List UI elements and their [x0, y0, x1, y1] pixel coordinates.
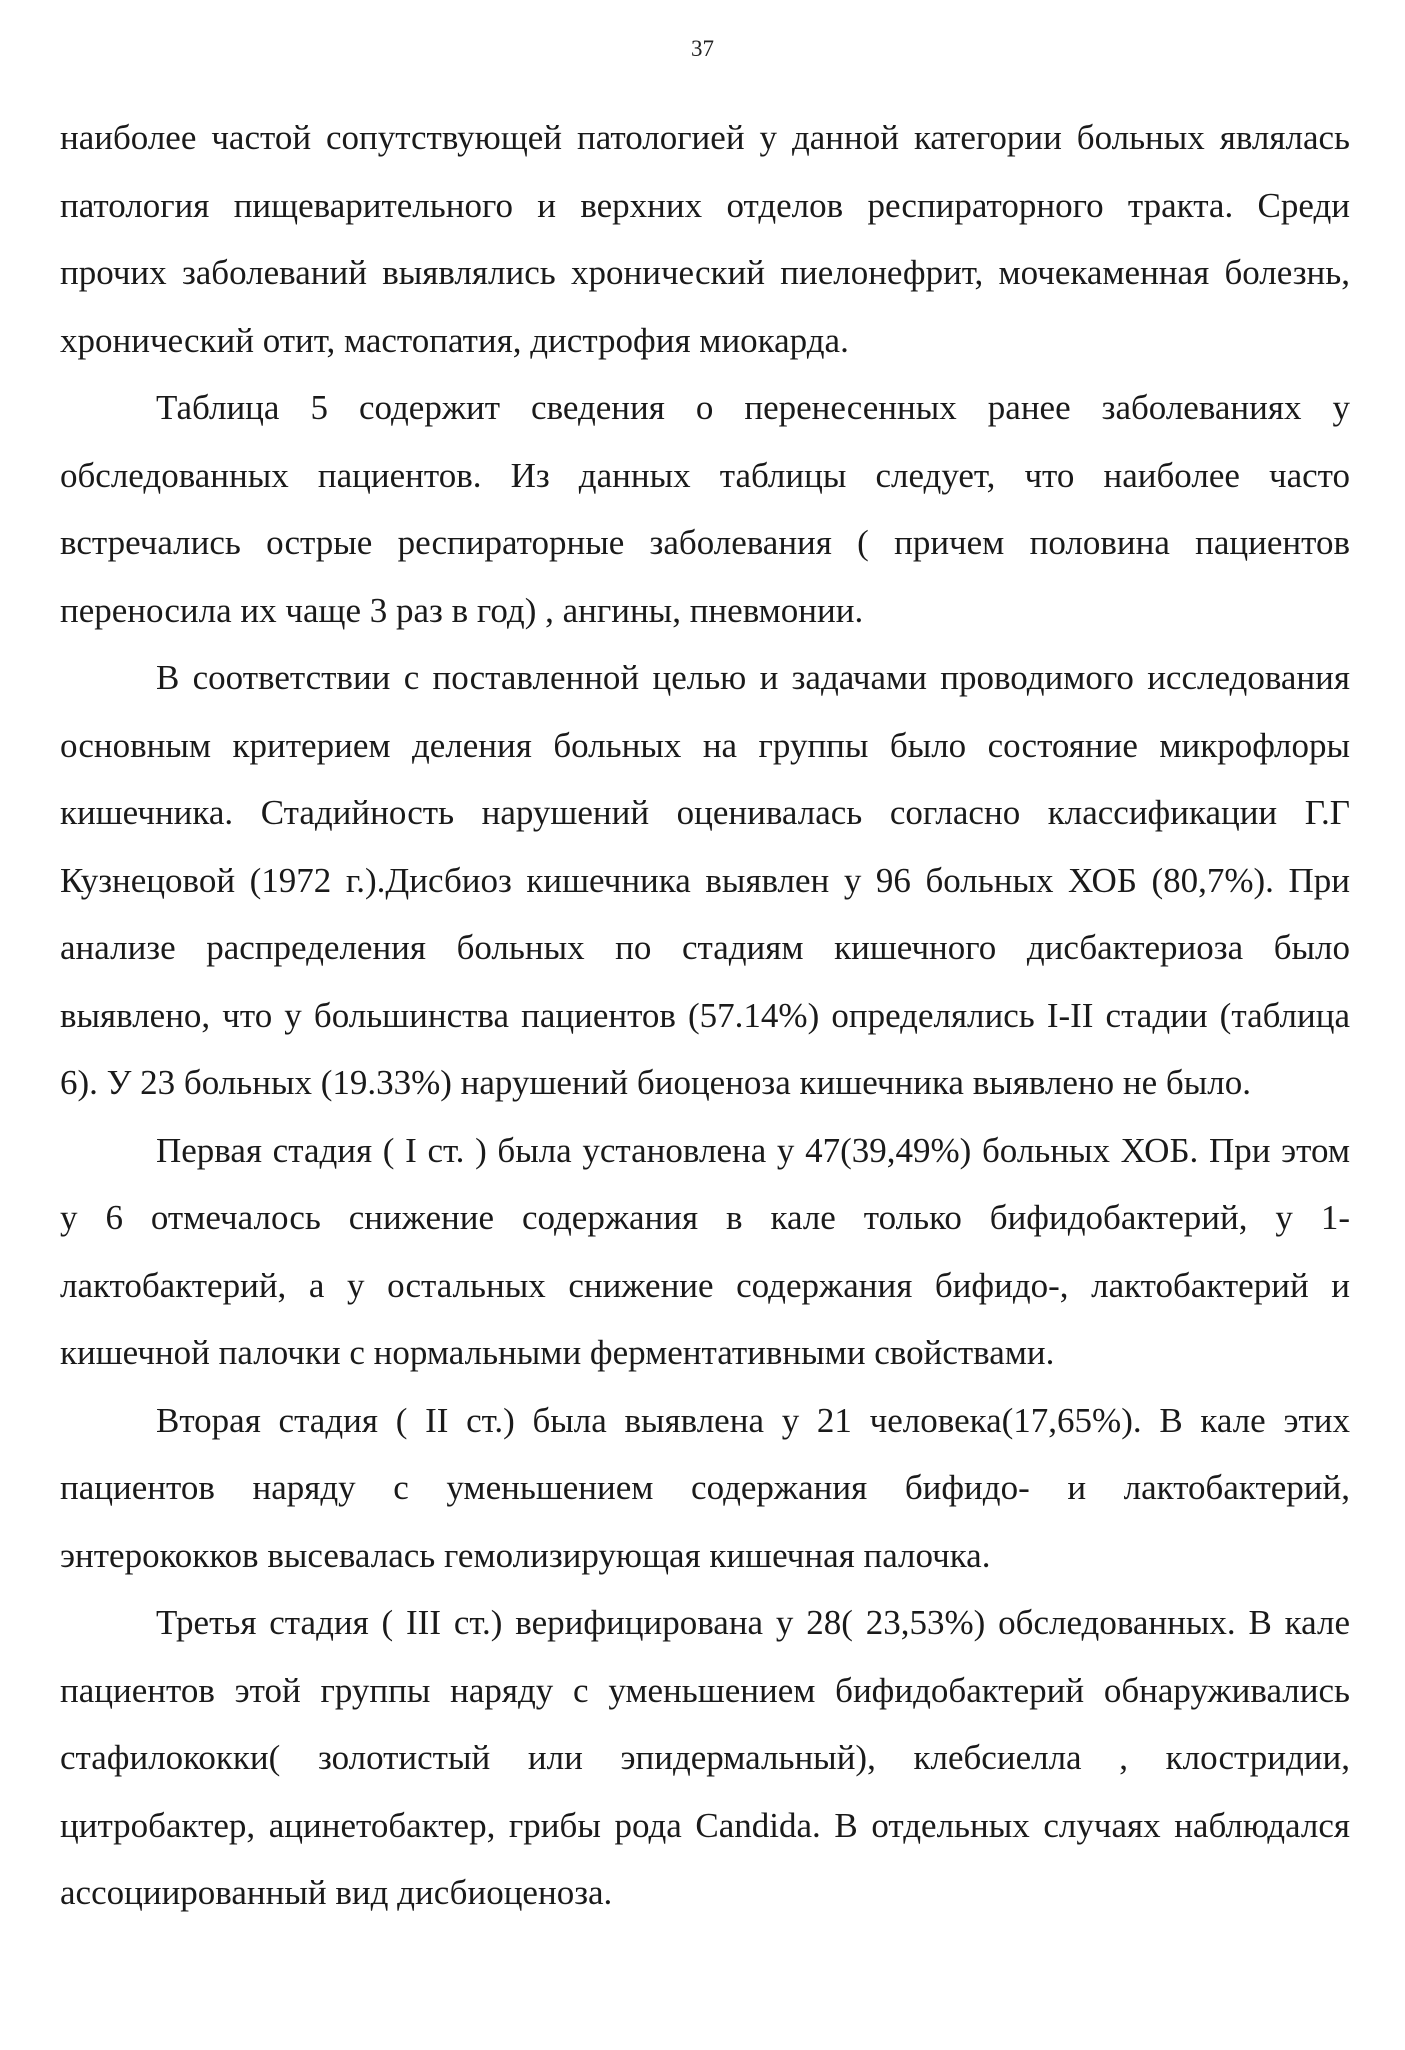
- paragraph-microflora-criteria: В соответствии с поставленной целью и задачами проводимого исследования основным критерием деления больных на группы было состояние микрофлоры кишечника. Стадийность нарушений оценивалась согласно классификации Г.Г Кузнецовой (1972 г.).Дисбиоз кишечника выявлен у 96 больных ХОБ (80,7%). При анализе распределения больных по стадиям кишечного дисбактериоза было выявлено, что у большинства пациентов (57.14%) определялись I-II стадии (таблица 6). У 23 больных (19.33%) нарушений биоценоза кишечника выявлено не было.: [60, 658, 1350, 1102]
- page-number: 37: [691, 36, 714, 61]
- paragraph-continuation: наиболее частой сопутствующей патологией у данной категории больных являлась патология пищеварительного и верхних отделов респираторного тракта. Среди прочих заболеваний выявлялись хронический пиелонефрит, мочекаменная болезнь, хронический отит, мастопатия, дистрофия миокарда.: [60, 118, 1350, 360]
- paragraph-stage-three: Третья стадия ( III ст.) верифицирована у 28( 23,53%) обследованных. В кале пациентов этой группы наряду с уменьшением бифидобактерий обнаруживались стафилококки( золотистый или эпидермальный), клебсиелла , клостридии, цитробактер, ацинетобактер, грибы рода Candida. В отдельных случаях наблюдался ассоциированный вид дисбиоценоза.: [60, 1603, 1350, 1912]
- body-text: [60, 104, 1350, 1927]
- paragraph-stage-two: Вторая стадия ( II ст.) была выявлена у 21 человека(17,65%). В кале этих пациентов наряду с уменьшением содержания бифидо- и лактобактерий, энтерококков высевалась гемолизирующая кишечная палочка.: [60, 1400, 1350, 1575]
- paragraph-stage-one: Первая стадия ( I ст. ) была установлена у 47(39,49%) больных ХОБ. При этом у 6 отмечалось снижение содержания в кале только бифидобактерий, у 1-лактобактерий, а у остальных снижение содержания бифидо-, лактобактерий и кишечной палочки с нормальными ферментативными свойствами.: [60, 1130, 1350, 1372]
- paragraph-previous-diseases: Таблица 5 содержит сведения о перенесенных ранее заболеваниях у обследованных пациентов. Из данных таблицы следует, что наиболее часто встречались острые респираторные заболевания ( причем половина пациентов переносила их чаще 3 раз в год) , ангины, пневмонии.: [60, 388, 1350, 630]
